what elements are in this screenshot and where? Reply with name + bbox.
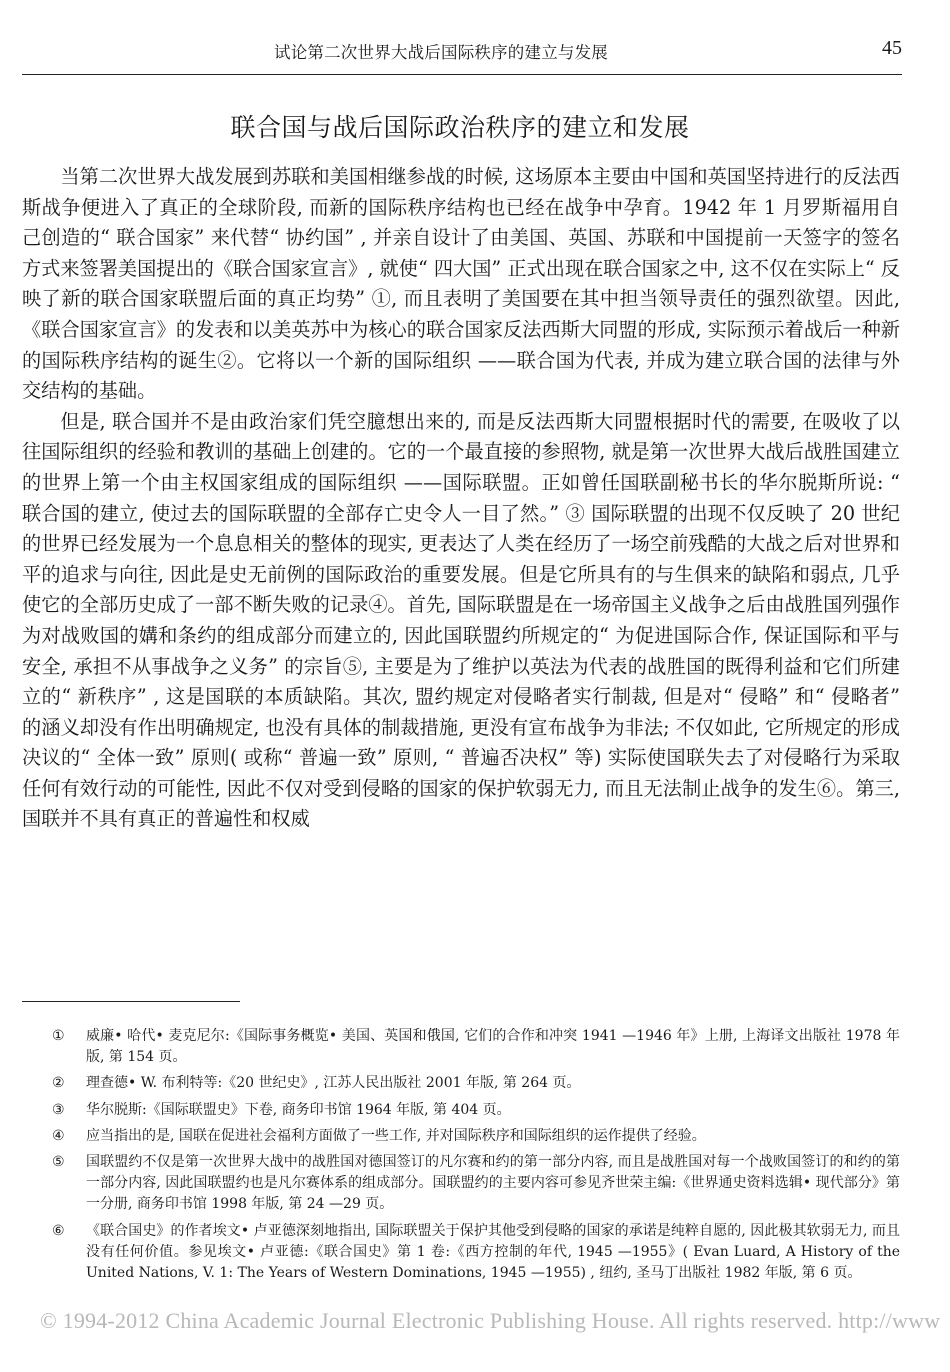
paragraph: 当第二次世界大战发展到苏联和美国相继参战的时候, 这场原本主要由中国和英国坚持进行的反法西斯战争便进入了真正的全球阶段, 而新的国际秩序结构也已经在战争中孕育。1942 年 1 月罗斯福用自己创造的“ 联合国家” 来代替“ 协约国” , 并亲自设计了由美国、英国、苏联和中国提前一天签字的签名方式来签署美国提出的《联合国家宣言》, 就使“ 四大国” 正式出现在联合国家之中, 这不仅在实际上“ 反映了新的联合国家联盟后面的真正均势” ①, 而且表明了美国要在其中担当领导责任的强烈欲望。因此,《联合国家宣言》的发表和以美英苏中为核心的联合国家反法西斯大同盟的形成, 实际预示着战后一种新的国际秩序结构的诞生②。它将以一个新的国际组织 ——联合国为代表, 并成为建立联合国的法律与外交结构的基础。 <box>22 165 900 403</box>
copyright-watermark: © 1994-2012 China Academic Journal Electronic Publishing House. All rights reserved. http://www <box>40 1308 941 1333</box>
footnote-marker: ① <box>52 1028 65 1044</box>
footnote-text: 华尔脱斯:《国际联盟史》下卷, 商务印书馆 1964 年版, 第 404 页。 <box>86 1101 511 1118</box>
footnote <box>22 1073 900 1094</box>
footnote-text: 《联合国史》的作者埃文• 卢亚德深刻地指出, 国际联盟关于保护其他受到侵略的国家的承诺是纯粹自愿的, 因此极其软弱无力, 而且没有任何价值。参见埃文• 卢亚德:《联合国史》第 1 卷:《西方控制的年代, 1945 —1955》( Evan Luard, A History of the United Nations, V. 1: The Years of Western Dominations, 1945 —1955) , 纽约, 圣马丁出版社 1982 年版, 第 6 页。 <box>86 1222 900 1282</box>
footnote-text: 国联盟约不仅是第一次世界大战中的战胜国对德国签订的凡尔赛和约的第一部分内容, 而且是战胜国对每一个战败国签订的和约的第一部分内容, 因此国联盟约也是凡尔赛体系的组成部分。国联盟约的主要内容可参见齐世荣主编:《世界通史资料选辑• 现代部分》第一分册, 商务印书馆 1998 年版, 第 24 —29 页。 <box>86 1154 900 1213</box>
body-text <box>22 162 900 835</box>
footnote-marker: ⑥ <box>52 1222 65 1239</box>
page-number: 45 <box>882 37 902 59</box>
footnote <box>22 1221 900 1285</box>
footnote <box>22 1126 900 1147</box>
footnote-text: 威廉• 哈代• 麦克尼尔:《国际事务概览• 美国、英国和俄国, 它们的合作和冲突 1941 —1946 年》上册, 上海译文出版社 1978 年版, 第 154 页。 <box>86 1028 900 1066</box>
footnote-marker: ⑤ <box>52 1154 65 1171</box>
footnotes <box>22 1026 900 1289</box>
footnote-text: 理查德• W. 布利特等:《20 世纪史》, 江苏人民出版社 2001 年版, 第 264 页。 <box>86 1075 581 1092</box>
paragraph: 但是, 联合国并不是由政治家们凭空臆想出来的, 而是反法西斯大同盟根据时代的需要, 在吸收了以往国际组织的经验和教训的基础上创建的。它的一个最直接的参照物, 就是第一次世界大战后战胜国建立的世界上第一个由主权国家组成的国际组织 ——国际联盟。正如曾任国联副秘书长的华尔脱斯所说: “ 联合国的建立, 使过去的国际联盟的全部存亡史令人一目了然。” ③ 国际联盟的出现不仅反映了 20 世纪的世界已经发展为一个息息相关的整体的现实, 更表达了人类在经历了一场空前残酷的大战之后对世界和平的追求与向往, 因此是史无前例的国际政治的重要发展。但是它所具有的与生俱来的缺陷和弱点, 几乎使它的全部历史成了一部不断失败的记录④。首先, 国际联盟是在一场帝国主义战争之后由战胜国列强作为对战败国的媾和条约的组成部分而建立的, 因此国联盟约所规定的“ 为促进国际合作, 保证国际和平与安全, 承担不从事战争之义务” 的宗旨⑤, 主要是为了维护以英法为代表的战胜国的既得利益和它们所建立的“ 新秩序” , 这是国联的本质缺陷。其次, 盟约规定对侵略者实行制裁, 但是对“ 侵略” 和“ 侵略者” 的涵义却没有作出明确规定, 也没有具体的制裁措施, 更没有宣布战争为非法; 不仅如此, 它所规定的形成决议的“ 全体一致” 原则( 或称“ 普遍一致” 原则, “ 普遍否决权” 等) 实际使国联失去了对侵略行为采取任何有效行动的可能性, 因此不仅对受到侵略的国家的保护软弱无力, 而且无法制止战争的发生⑥。第三, 国联并不具有真正的普遍性和权威 <box>22 409 900 831</box>
running-header <box>22 36 902 66</box>
footnote-marker: ② <box>52 1075 65 1092</box>
footnote-marker: ③ <box>52 1101 65 1118</box>
section-title: 联合国与战后国际政治秩序的建立和发展 <box>230 113 690 142</box>
running-title: 试论第二次世界大战后国际秩序的建立与发展 <box>274 43 608 62</box>
footnote-text: 应当指出的是, 国联在促进社会福利方面做了一些工作, 并对国际秩序和国际组织的运作提供了经验。 <box>86 1127 706 1144</box>
footnote-rule <box>22 1001 240 1002</box>
footnote <box>22 1100 900 1121</box>
footnote <box>22 1152 900 1216</box>
footnote <box>22 1026 900 1068</box>
header-rule <box>22 74 902 75</box>
footnote-marker: ④ <box>52 1127 65 1144</box>
